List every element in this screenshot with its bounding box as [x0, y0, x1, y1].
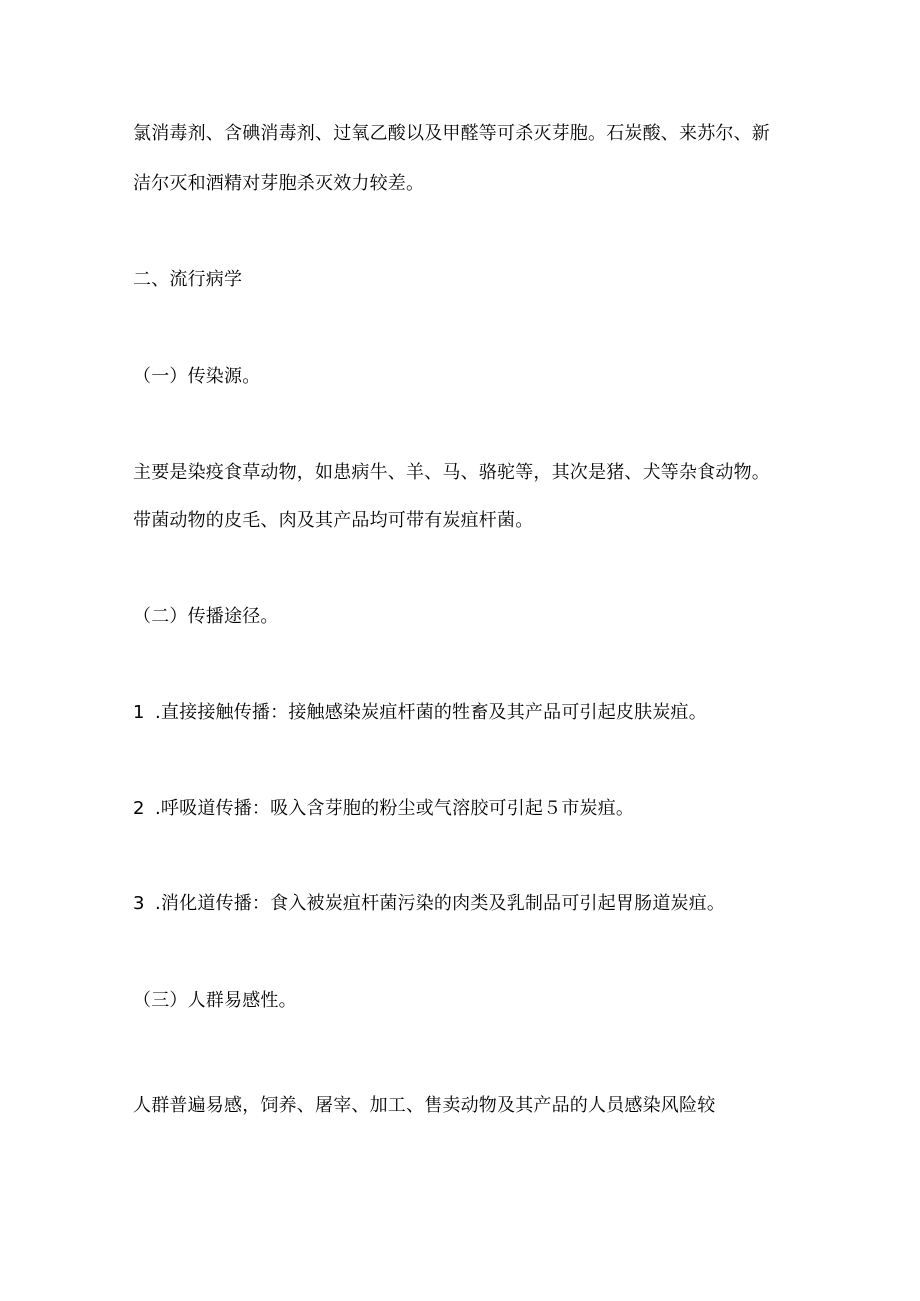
- list-number: 2: [133, 798, 145, 819]
- list-item: [133, 892, 725, 916]
- paragraph-line: 主要是染疫食草动物，如患病牛、羊、马、骆驼等，其次是猪、犬等杂食动物。: [133, 462, 770, 483]
- list-item: [133, 701, 707, 725]
- section-heading: 二、流行病学: [133, 269, 243, 290]
- list-number: 3: [133, 893, 145, 914]
- list-item-text: .直接接触传播：接触感染炭疽杆菌的牲畜及其产品可引起皮肤炭疽。: [155, 702, 707, 723]
- list-item-text: .消化道传播：食入被炭疽杆菌污染的肉类及乳制品可引起胃肠道炭疽。: [155, 893, 726, 914]
- list-item: [133, 797, 634, 821]
- paragraph-line: 洁尔灭和酒精对芽胞杀灭效力较差。: [133, 173, 425, 194]
- subsection-heading: （一）传染源。: [133, 366, 261, 387]
- paragraph-line: 氯消毒剂、含碘消毒剂、过氧乙酸以及甲醛等可杀灭芽胞。石炭酸、来苏尔、新: [133, 123, 770, 144]
- paragraph-line: 带菌动物的皮毛、肉及其产品均可带有炭疽杆菌。: [133, 510, 534, 531]
- paragraph-line: 人群普遍易感，饲养、屠宰、加工、售卖动物及其产品的人员感染风险较: [133, 1095, 716, 1116]
- subsection-heading: （三）人群易感性。: [133, 990, 297, 1011]
- list-item-text: .呼吸道传播：吸入含芽胞的粉尘或气溶胶可引起５市炭疽。: [155, 798, 635, 819]
- subsection-heading: （二）传播途径。: [133, 606, 279, 627]
- list-number: 1: [133, 702, 145, 723]
